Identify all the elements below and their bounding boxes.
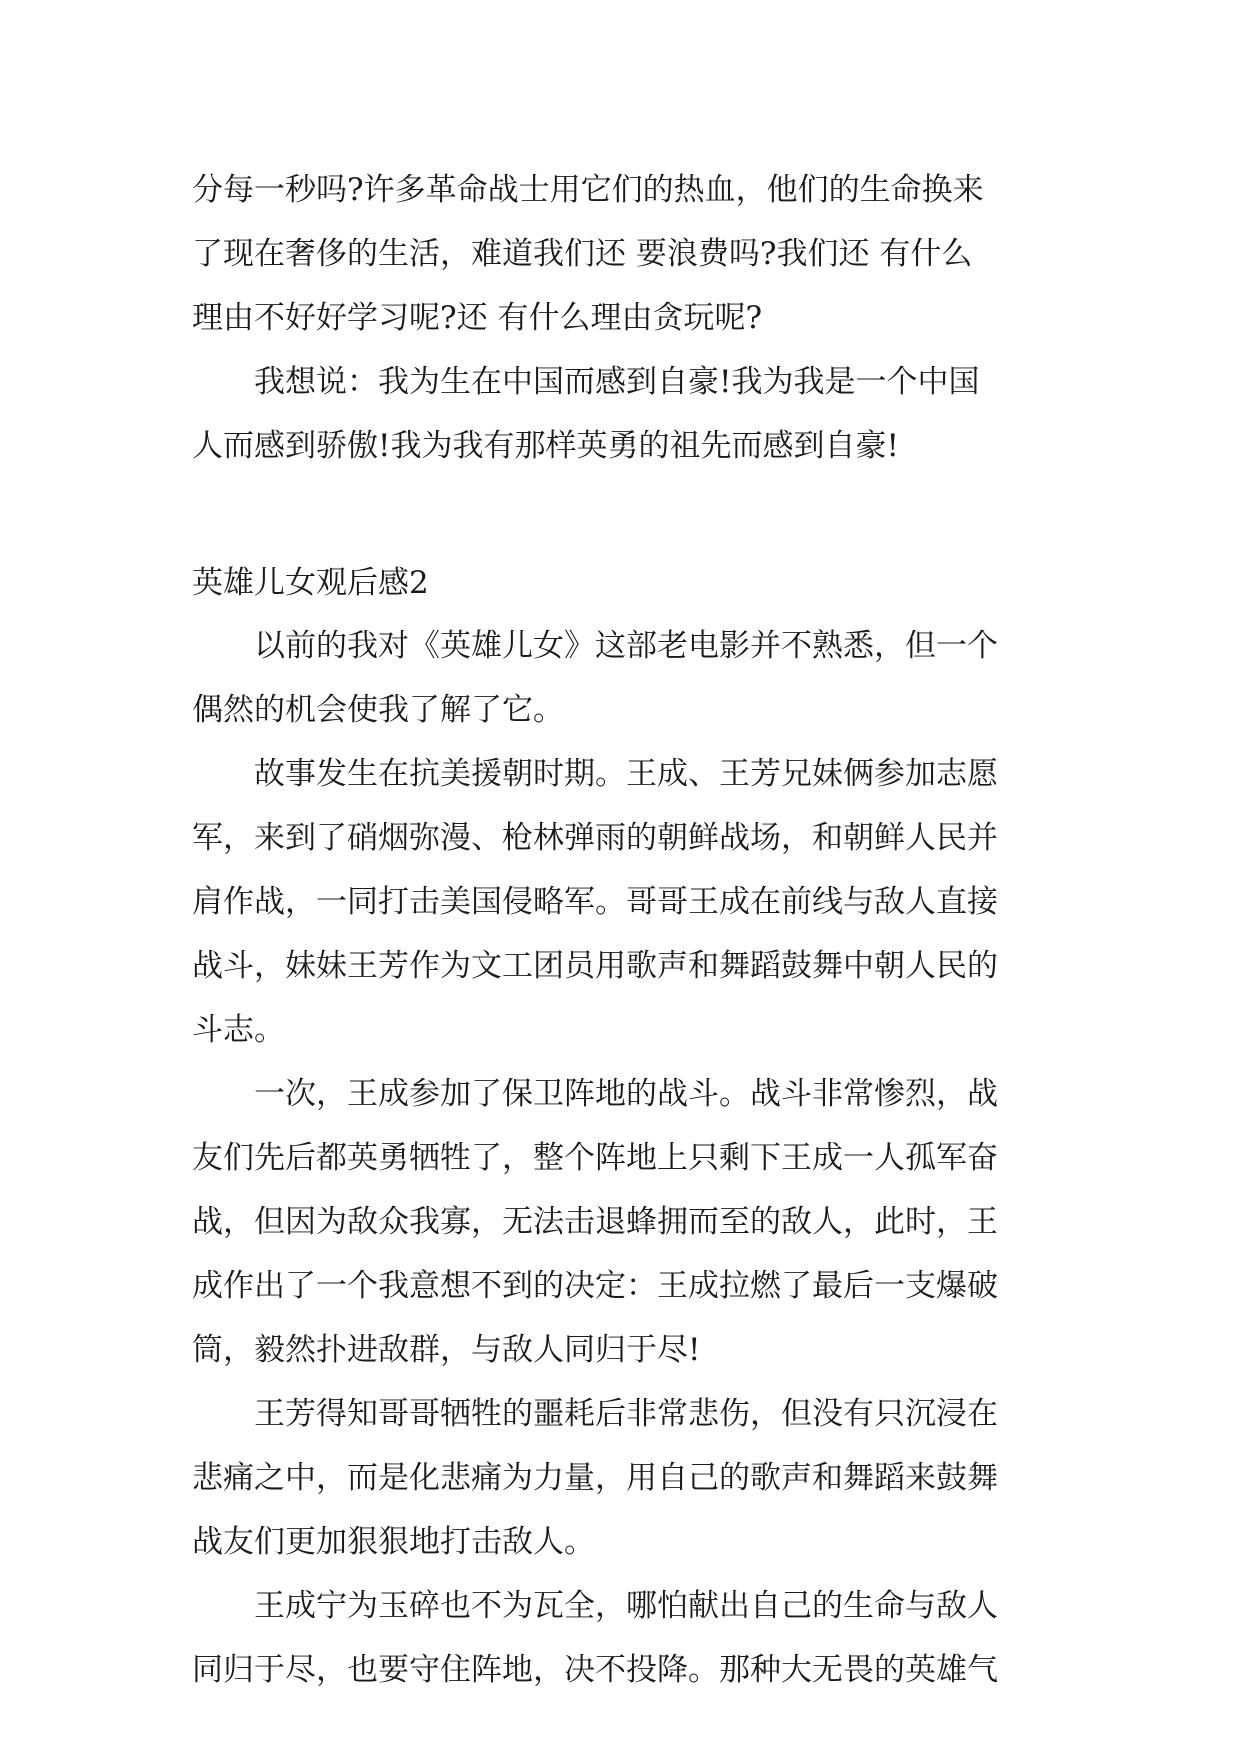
text-line: 一次，王成参加了保卫阵地的战斗。战斗非常惨烈，战 (254, 1076, 998, 1112)
text-line: 悲痛之中，而是化悲痛为力量，用自己的歌声和舞蹈来鼓舞 (192, 1460, 998, 1496)
text-line: 王成宁为玉碎也不为瓦全，哪怕献出自己的生命与敌人 (254, 1588, 998, 1624)
text-line: 筒，毅然扑进敌群，与敌人同归于尽! (192, 1332, 701, 1368)
text-line: 友们先后都英勇牺牲了，整个阵地上只剩下王成一人孤军奋 (192, 1140, 998, 1176)
paragraph (192, 742, 1052, 1062)
text-line: 以前的我对《英雄儿女》这部老电影并不熟悉，但一个 (254, 628, 998, 664)
text-line: 同归于尽，也要守住阵地，决不投降。那种大无畏的英雄气 (192, 1652, 998, 1688)
text-line: 肩作战，一同打击美国侵略军。哥哥王成在前线与敌人直接 (192, 884, 998, 920)
text-line: 战斗，妹妹王芳作为文工团员用歌声和舞蹈鼓舞中朝人民的 (192, 948, 998, 984)
paragraph (192, 1382, 1052, 1574)
text-line: 战友们更加狠狠地打击敌人。 (192, 1524, 595, 1560)
paragraph (192, 1574, 1052, 1702)
paragraph (192, 614, 1052, 742)
paragraph (192, 1062, 1052, 1382)
section-title: 英雄儿女观后感2 (192, 565, 429, 601)
paragraph (192, 350, 1052, 478)
text-line: 斗志。 (192, 1012, 285, 1048)
document-body (192, 158, 1052, 1702)
text-line: 军，来到了硝烟弥漫、枪林弹雨的朝鲜战场，和朝鲜人民并 (192, 820, 998, 856)
text-line: 故事发生在抗美援朝时期。王成、王芳兄妹俩参加志愿 (254, 756, 998, 792)
text-line: 成作出了一个我意想不到的决定：王成拉燃了最后一支爆破 (192, 1268, 998, 1304)
text-line: 理由不好好学习呢?还 有什么理由贪玩呢? (192, 300, 763, 336)
section-spacer (192, 478, 1052, 552)
text-line: 王芳得知哥哥牺牲的噩耗后非常悲伤，但没有只沉浸在 (254, 1396, 998, 1432)
text-line: 偶然的机会使我了解了它。 (192, 692, 564, 728)
text-line: 我想说：我为生在中国而感到自豪!我为我是一个中国 (254, 364, 980, 400)
text-line: 人而感到骄傲!我为我有那样英勇的祖先而感到自豪! (192, 428, 899, 464)
text-line: 分每一秒吗?许多革命战士用它们的热血，他们的生命换来 (192, 172, 984, 208)
text-line: 战，但因为敌众我寡，无法击退蜂拥而至的敌人，此时，王 (192, 1204, 998, 1240)
paragraph (192, 158, 1052, 350)
text-line: 了现在奢侈的生活，难道我们还 要浪费吗?我们还 有什么 (192, 236, 973, 272)
